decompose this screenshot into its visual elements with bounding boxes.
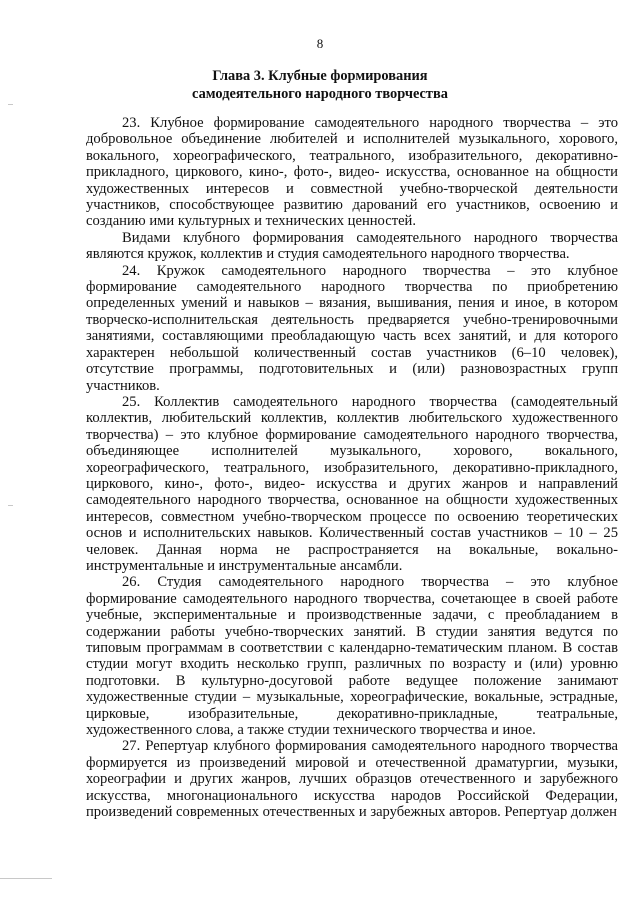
chapter-heading	[0, 67, 640, 103]
paragraph-types: Видами клубного формирования самодеятельного народного творчества являются кружок, коллектив и студия самодеятельного народного творчества.	[86, 229, 618, 263]
paragraph-27: 27. Репертуар клубного формирования самодеятельного народного творчества формируется из произведений мировой и отечественной драматургии, музыки, хореографии и других жанров, лучших образцов отечественного и зарубежного искусства, многонационального искусства народов Российской Федерации, произведений современных отечественных и зарубежных авторов. Репертуар должен	[86, 738, 618, 821]
scan-mark-bottom	[0, 878, 52, 879]
chapter-title-line-2: самодеятельного народного творчества	[192, 86, 448, 102]
page-number: 8	[316, 36, 324, 51]
scan-mark-left-2	[8, 505, 13, 506]
document-body	[86, 115, 618, 820]
scan-mark-left-1	[8, 104, 13, 105]
chapter-title-line-1: Глава 3. Клубные формирования	[212, 68, 428, 84]
paragraph-24: 24. Кружок самодеятельного народного творчества – это клубное формирование самодеятельного народного творчества по приобретению определенных умений и навыков – вязания, вышивания, пения и иное, в котором творческо-исполнительская деятельность предваряется учебно-тренировочными занятиями, составляющими преобладающую часть всех занятий, и для которого характерен небольшой количественный состав участников (6–10 человек), отсутствие программы, подготовительных и (или) разновозрастных групп участников.	[86, 262, 618, 394]
paragraph-25: 25. Коллектив самодеятельного народного творчества (самодеятельный коллектив, любительский коллектив, коллектив любительского художественного творчества) – это клубное формирование самодеятельного народного творчества, объединяющее исполнителей музыкального, хорового, вокального, хореографического, театрального, изобразительного, декоративно-прикладного, циркового, кино-, фото-, видео- искусства и других жанров и направлений самодеятельного народного творчества, основанное на общности художественных интересов, совместном учебно-творческом процессе по освоению теоретических основ и исполнительских навыков. Количественный состав участников – 10 – 25 человек. Данная норма не распространяется на вокальные, вокально-инструментальные и инструментальные ансамбли.	[86, 393, 618, 574]
paragraph-26: 26. Студия самодеятельного народного творчества – это клубное формирование самодеятельного народного творчества, сочетающее в своей работе учебные, экспериментальные и производственные задачи, с преобладанием в содержании работы учебно-творческих занятий. В студии занятия ведутся по типовым программам в соответствии с календарно-тематическим планом. В состав студии могут входить несколько групп, различных по возрасту и (или) уровню подготовки. В культурно-досуговой работе ведущее положение занимают художественные студии – музыкальные, хореографические, вокальные, эстрадные, цирковые, изобразительные, декоративно-прикладные, театральные, художественного слова, а также студии технического творчества и иное.	[86, 574, 618, 739]
paragraph-23: 23. Клубное формирование самодеятельного народного творчества – это добровольное объединение любителей и исполнителей музыкального, хорового, вокального, хореографического, театрального, изобразительного, декоративно-прикладного, циркового, кино-, фото-, видео- искусства, основанное на общности художественных интересов и совместной учебно-творческой деятельности участников, способствующее развитию дарований его участников, освоению и созданию ими культурных и технических ценностей.	[86, 115, 618, 230]
